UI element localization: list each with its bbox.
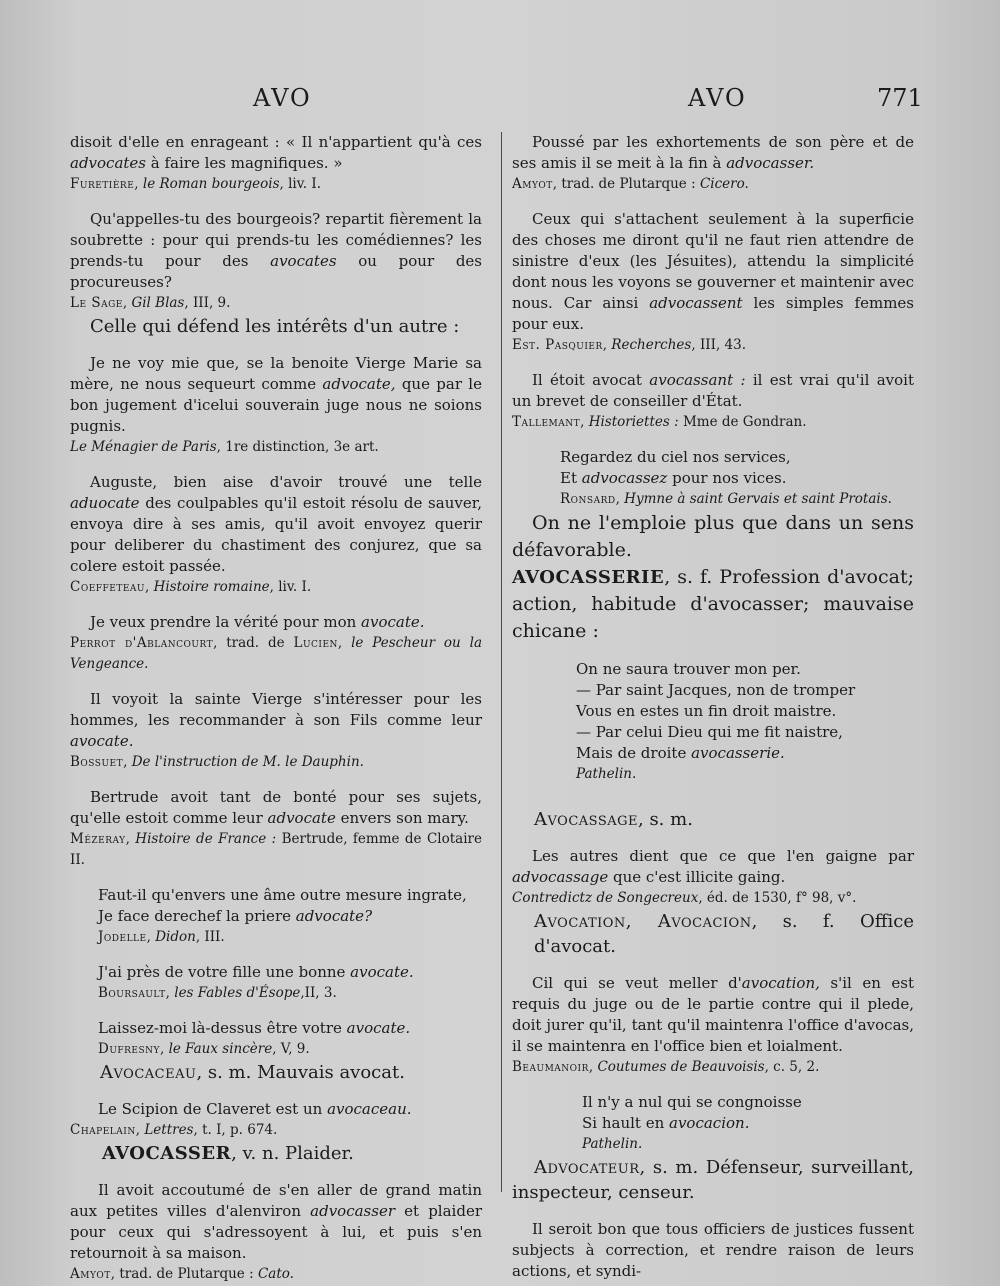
column-divider: [501, 132, 502, 1192]
verse-quote: Regardez du ciel nos services, Et advocassez pour nos vices. Ronsard, Hymne à saint Gervais et saint Protais.: [560, 447, 914, 510]
citation: Perrot d'Ablancourt, trad. de Lucien, le Pescheur ou la Vengeance.: [70, 635, 482, 672]
quote: Cil qui se veut meller d'avocation, s'il en est requis du juge ou de le partie contre qui il plede, doit jurer qu'il, tant qu'il maintenra l'office d'avocas, il se maintenra en l'office bien et loialment. Beaumanoir, Coutumes de Beauvoisis, c. 5, 2.: [512, 973, 914, 1078]
quote: Poussé par les exhortements de son père et de ses amis il se meit à la fin à advocasser. Amyot, trad. de Plutarque : Cicero.: [512, 132, 914, 195]
citation: Bossuet, De l'instruction de M. le Dauphin.: [70, 754, 364, 770]
quote: Il voyoit la sainte Vierge s'intéresser pour les hommes, les recommander à son Fils comme leur avocate. Bossuet, De l'instruction de M. le Dauphin.: [70, 689, 482, 773]
quote: disoit d'elle en enrageant : « Il n'appartient qu'à ces advocates à faire les magnifiques. » Furetière, le Roman bourgeois, liv. I.: [70, 132, 482, 195]
citation: Dufresny, le Faux sincère, V, 9.: [98, 1041, 310, 1057]
quote: Je veux prendre la vérité pour mon avocate. Perrot d'Ablancourt, trad. de Lucien, le Pescheur ou la Vengeance.: [70, 612, 482, 675]
citation: Pathelin.: [582, 1136, 643, 1152]
entry-heading-avocassage: Avocassage, s. m.: [534, 809, 693, 830]
sense-heading: Celle qui défend les intérêts d'un autre :: [90, 316, 460, 337]
quote: Le Scipion de Claveret est un avocaceau. Chapelain, Lettres, t. I, p. 674.: [70, 1099, 482, 1141]
verse-quote: Faut-il qu'envers une âme outre mesure ingrate, Je face derechef la priere advocate? Jodelle, Didon, III.: [98, 885, 482, 948]
citation: Mézeray, Histoire de France : Bertrude, femme de Clotaire II.: [70, 831, 482, 868]
citation: Amyot, trad. de Plutarque : Cicero.: [512, 176, 749, 192]
citation: Est. Pasquier, Recherches, III, 43.: [512, 337, 746, 353]
citation: Boursault, les Fables d'Ésope,II, 3.: [98, 985, 337, 1001]
header-center: AVO: [688, 84, 747, 112]
entry-heading-avocasserie: AVOCASSERIE, s. f. Profession d'avocat; action, habitude d'avocasser; mauvaise chicane :: [512, 566, 914, 642]
citation: Beaumanoir, Coutumes de Beauvoisis, c. 5, 2.: [512, 1059, 820, 1075]
verse-quote: Laissez-moi là-dessus être votre avocate. Dufresny, le Faux sincère, V, 9.: [98, 1018, 482, 1060]
citation: Le Ménagier de Paris, 1re distinction, 3e art.: [70, 439, 379, 455]
citation: Jodelle, Didon, III.: [98, 929, 225, 945]
entry-heading-avocasser: AVOCASSER, v. n. Plaider.: [102, 1143, 354, 1164]
quote: Il seroit bon que tous officiers de justices fussent subjects à correction, et rendre raison de leurs actions, et syndi-: [512, 1220, 914, 1280]
verse-quote: J'ai près de votre fille une bonne avocate. Boursault, les Fables d'Ésope,II, 3.: [98, 962, 482, 1004]
left-column: [70, 132, 482, 1285]
right-column: [512, 132, 914, 1282]
quote: Je ne voy mie que, se la benoite Vierge Marie sa mère, ne nous sequeurt comme advocate, que par le bon jugement d'icelui souverain juge nous ne soions pugnis. Le Ménagier de Paris, 1re distinction, 3e art.: [70, 353, 482, 458]
quote: Qu'appelles-tu des bourgeois? repartit fièrement la soubrette : pour qui prends-tu les comédiennes? les prends-tu pour des avocates ou pour des procureuses? Le Sage, Gil Blas, III, 9.: [70, 209, 482, 314]
quote: Il étoit avocat avocassant : il est vrai qu'il avoit un brevet de conseiller d'État. Tallemant, Historiettes : Mme de Gondran.: [512, 370, 914, 433]
citation: Chapelain, Lettres, t. I, p. 674.: [70, 1122, 278, 1138]
verse-quote: On ne saura trouver mon per. — Par saint Jacques, non de tromper Vous en estes un fin droit maistre. — Par celui Dieu qui me fit naistre, Mais de droite avocasserie. Pathelin.: [576, 659, 914, 785]
page-number: 771: [877, 84, 923, 112]
verse-quote: Il n'y a nul qui se congnoisse Si hault en avocacion. Pathelin.: [582, 1092, 914, 1155]
entry-heading-advocateur: Advocateur, s. m. Défenseur, surveillant, inspecteur, censeur.: [512, 1157, 914, 1203]
sense-heading: On ne l'emploie plus que dans un sens défavorable.: [512, 512, 914, 561]
citation: Contredictz de Songecreux, éd. de 1530, f° 98, v°.: [512, 890, 857, 906]
header-left: AVO: [253, 84, 312, 112]
citation: Tallemant, Historiettes : Mme de Gondran.: [512, 414, 807, 430]
entry-heading-avocaceau: Avocaceau, s. m. Mauvais avocat.: [100, 1062, 405, 1083]
quote: Les autres dient que ce que l'en gaigne par advocassage que c'est illicite gaing. Contredictz de Songecreux, éd. de 1530, f° 98, v°.: [512, 846, 914, 909]
citation: Pathelin.: [576, 766, 637, 782]
citation: Coeffeteau, Histoire romaine, liv. I.: [70, 579, 312, 595]
citation: Ronsard, Hymne à saint Gervais et saint Protais.: [560, 491, 892, 507]
citation: Amyot, trad. de Plutarque : Cato.: [70, 1266, 294, 1282]
quote: Auguste, bien aise d'avoir trouvé une telle aduocate des coulpables qu'il estoit résolu de sauver, envoya dire à ses amis, qu'il avoit envoyez querir pour deliberer du chastiment des conjurez, que sa colere estoit passée. Coeffeteau, Histoire romaine, liv. I.: [70, 472, 482, 598]
quote: Bertrude avoit tant de bonté pour ses sujets, qu'elle estoit comme leur advocate envers son mary. Mézeray, Histoire de France : Bertrude, femme de Clotaire II.: [70, 787, 482, 871]
citation: Furetière, le Roman bourgeois, liv. I.: [70, 176, 321, 192]
citation: Le Sage, Gil Blas, III, 9.: [70, 295, 231, 311]
entry-heading-avocation: Avocation, Avocacion, s. f. Office d'avocat.: [534, 911, 914, 957]
quote: Ceux qui s'attachent seulement à la superficie des choses me diront qu'il ne faut rien attendre de sinistre d'eux (les Jésuites), attendu la simplicité dont nous les voyons se gouverner et maintenir avec nous. Car ainsi advocassent les simples femmes pour eux. Est. Pasquier, Recherches, III, 43.: [512, 209, 914, 356]
quote: Il avoit accoutumé de s'en aller de grand matin aux petites villes d'alenviron advocasser et plaider pour ceux qui s'adressoyent à lui, et puis s'en retournoit à sa maison. Amyot, trad. de Plutarque : Cato.: [70, 1180, 482, 1285]
